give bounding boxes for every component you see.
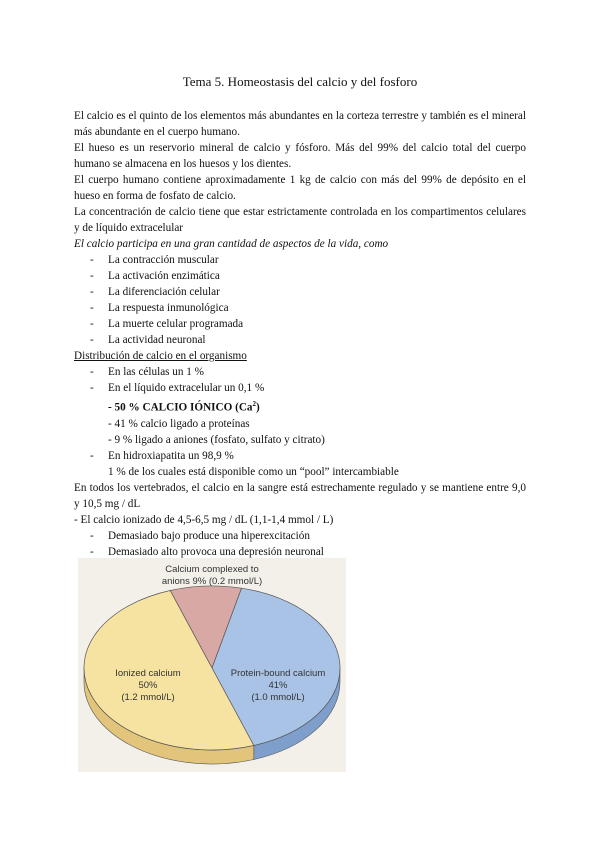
distribution-item-hydroxyapatite: - En hidroxiapatita un 98,9 % [74, 448, 526, 464]
ionic-calcium-line [74, 396, 526, 416]
aspects-item: - La muerte celular programada [74, 316, 526, 332]
pie-label-calcium-complexed-to-anions: Calcium complexed to [165, 564, 259, 575]
ionic-calcium-superscript: 2 [252, 400, 257, 408]
pie-label-protein-bound-calcium: (1.0 mmol/L) [251, 692, 305, 703]
calcium-pie-chart [78, 558, 346, 772]
pie-label-calcium-complexed-to-anions: anions 9% (0.2 mmol/L) [161, 576, 263, 587]
pie-label-ionized-calcium: Ionized calcium [115, 668, 181, 679]
hydroxyapatite-note: 1 % de los cuales está disponible como un “pool” intercambiable [108, 465, 399, 478]
aspects-item: - La actividad neuronal [74, 332, 526, 348]
pie-chart-svg [78, 558, 346, 772]
regulation-item-low: - Demasiado bajo produce una hiperexcitación [74, 528, 526, 544]
ionic-calcium-text: - 50 % CALCIO IÓNICO (Ca [108, 401, 253, 414]
distribution-item-cells: - En las células un 1 % [74, 364, 526, 380]
distribution-item-extracellular: - En el líquido extracelular un 0,1 % [74, 380, 526, 396]
pie-label-protein-bound-calcium: Protein-bound calcium [230, 668, 326, 679]
intro-paragraph-4: La concentración de calcio tiene que estar estrictamente controlada en los compartimentos celulares y de líquido extracelular [74, 206, 526, 234]
protein-bound-line: - 41 % calcio ligado a proteínas [108, 417, 250, 430]
aspects-list [74, 252, 526, 348]
aspects-item: - La activación enzimática [74, 268, 526, 284]
aspects-item: - La contracción muscular [74, 252, 526, 268]
distribution-list [74, 364, 526, 396]
pie-label-ionized-calcium: (1.2 mmol/L) [121, 692, 175, 703]
regulation-paragraph: En todos los vertebrados, el calcio en la sangre está estrechamente regulado y se mantiene entre 9,0 y 10,5 mg / dL [74, 481, 526, 510]
aspects-item: - La respuesta inmunológica [74, 300, 526, 316]
ionic-calcium-close: ) [256, 401, 260, 414]
distribution-heading: Distribución de calcio en el organismo [74, 350, 247, 362]
intro-paragraph-3: El cuerpo humano contiene aproximadamente 1 kg de calcio con más del 99% de depósito en el hueso en forma de fosfato de calcio. [74, 174, 526, 202]
intro-paragraph-1: El calcio es el quinto de los elementos más abundantes en la corteza terrestre y también es el mineral más abundante en el cuerpo humano. [74, 110, 526, 138]
ionized-calcium-range: - El calcio ionizado de 4,5-6,5 mg / dL (1,1-1,4 mmol / L) [74, 513, 334, 526]
regulation-list [74, 528, 526, 560]
regulation-item-high: - Demasiado alto provoca una depresión neuronal [74, 544, 526, 560]
aspects-item: - La diferenciación celular [74, 284, 526, 300]
pie-label-protein-bound-calcium: 41% [268, 680, 288, 691]
intro-paragraph-2: El hueso es un reservorio mineral de calcio y fósforo. Más del 99% del calcio total del cuerpo humano se almacena en los huesos y los dientes. [74, 142, 526, 170]
anion-bound-line: - 9 % ligado a aniones (fosfato, sulfato y citrato) [108, 433, 325, 446]
pie-label-ionized-calcium: 50% [138, 680, 158, 691]
aspects-heading: El calcio participa en una gran cantidad de aspectos de la vida, como [74, 238, 389, 250]
document-body [74, 108, 526, 560]
hydroxyapatite-list [74, 448, 526, 464]
page-title: Tema 5. Homeostasis del calcio y del fosforo [182, 74, 418, 89]
